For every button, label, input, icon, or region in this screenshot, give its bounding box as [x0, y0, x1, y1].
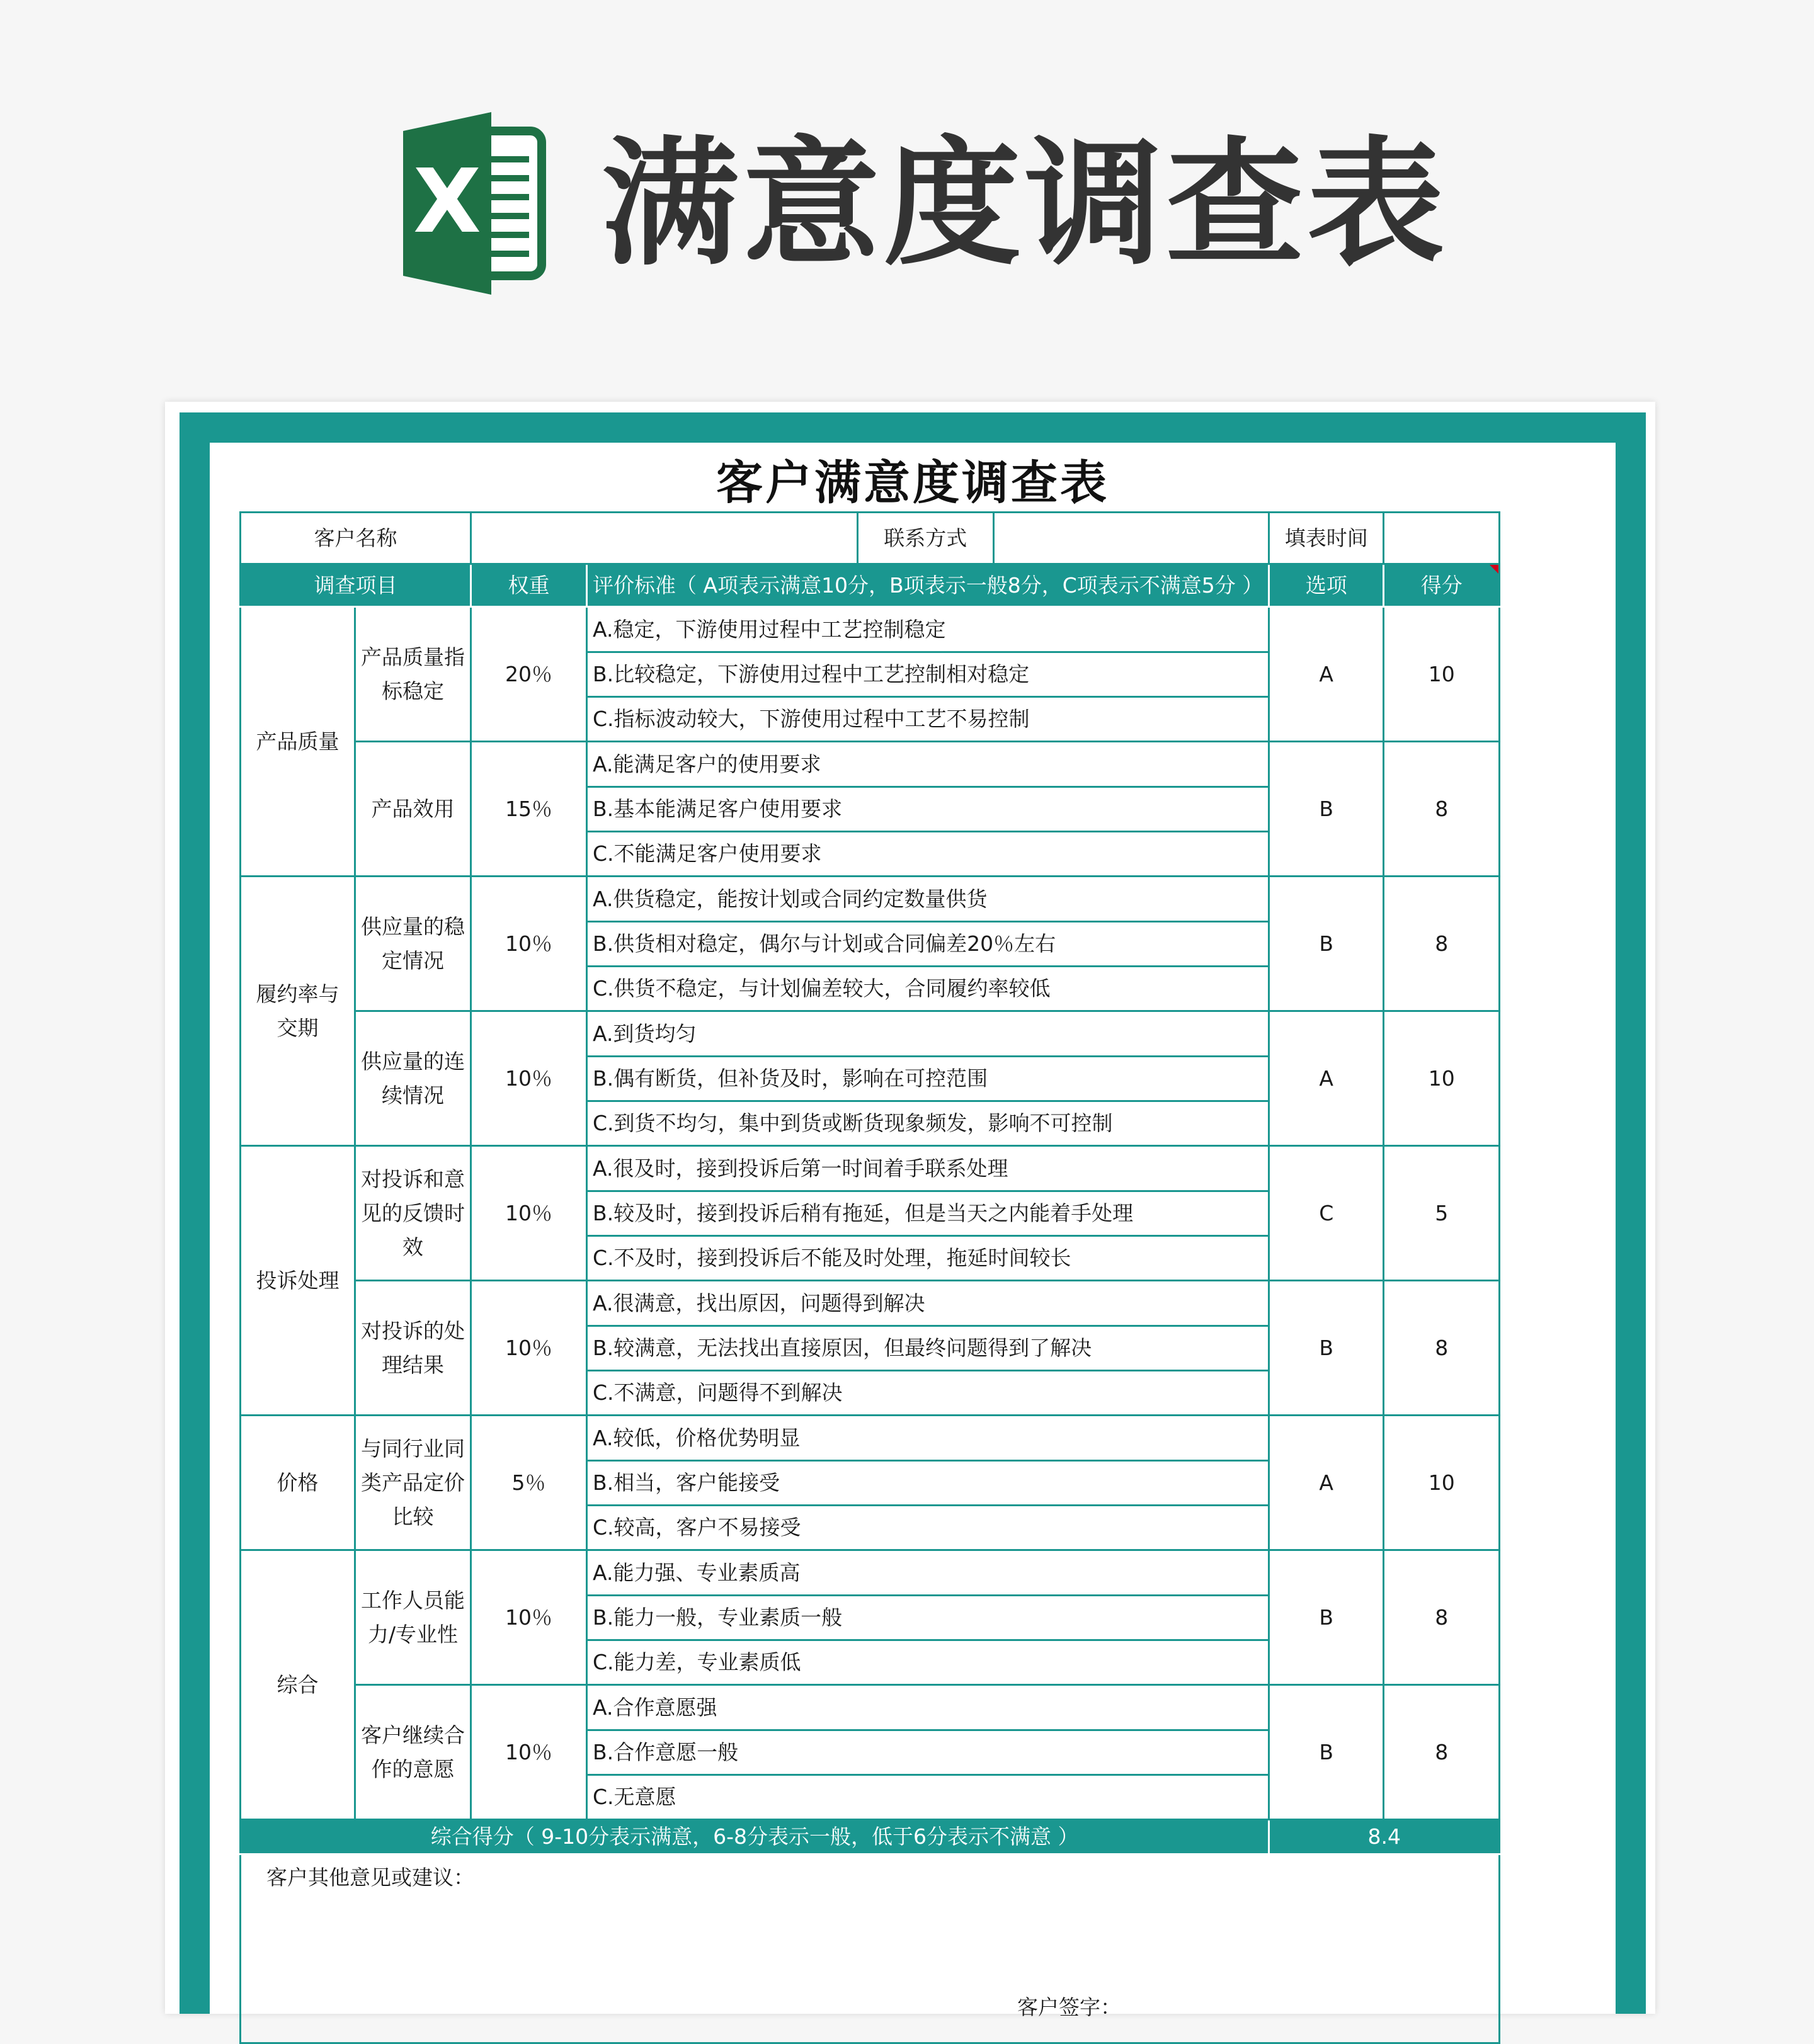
criteria-b: B.能力一般，专业素质一般: [587, 1596, 1269, 1640]
weight-cell: 10％: [471, 1281, 587, 1416]
score-cell: 8: [1384, 742, 1500, 877]
table-row: [241, 742, 1500, 787]
header-score: [1384, 564, 1500, 607]
sub-item-cell: 客户继续合作的意愿: [355, 1685, 471, 1820]
comments-label: 客户其他意见或建议：: [266, 1865, 474, 1890]
table-row: [241, 1011, 1500, 1057]
weight-cell: 10％: [471, 877, 587, 1011]
customer-name-field[interactable]: [471, 513, 858, 564]
customer-name-label: 客户名称: [241, 513, 471, 564]
score-cell: 5: [1384, 1146, 1500, 1281]
sub-item-cell: 产品效用: [355, 742, 471, 877]
score-cell: 8: [1384, 1685, 1500, 1820]
column-header-row: [241, 564, 1500, 607]
category-cell: 投诉处理: [241, 1146, 355, 1416]
weight-cell: 5％: [471, 1416, 587, 1550]
criteria-c: C.供货不稳定，与计划偏差较大，合同履约率较低: [587, 967, 1269, 1011]
criteria-b: B.较满意，无法找出直接原因，但最终问题得到了解决: [587, 1326, 1269, 1371]
fill-date-field[interactable]: [1384, 513, 1500, 564]
table-row: [241, 1281, 1500, 1326]
fill-date-label: 填表时间: [1269, 513, 1384, 564]
sub-item-cell: 与同行业同类产品定价比较: [355, 1416, 471, 1550]
option-cell[interactable]: A: [1269, 1011, 1384, 1146]
option-cell[interactable]: B: [1269, 1685, 1384, 1820]
table-row: [241, 607, 1500, 652]
header-item: 调查项目: [241, 564, 471, 607]
table-row: [241, 1685, 1500, 1730]
criteria-c: C.到货不均匀，集中到货或断货现象频发，影响不可控制: [587, 1101, 1269, 1146]
criteria-a: A.很及时，接到投诉后第一时间着手联系处理: [587, 1146, 1269, 1191]
criteria-b: B.偶有断货，但补货及时，影响在可控范围: [587, 1057, 1269, 1101]
criteria-a: A.稳定，下游使用过程中工艺控制稳定: [587, 607, 1269, 652]
criteria-c: C.较高，客户不易接受: [587, 1506, 1269, 1550]
score-cell: 8: [1384, 877, 1500, 1011]
option-cell[interactable]: B: [1269, 1281, 1384, 1416]
comment-marker-icon: [1488, 564, 1500, 576]
criteria-b: B.供货相对稳定，偶尔与计划或合同偏差20％左右: [587, 922, 1269, 967]
contact-label: 联系方式: [857, 513, 993, 564]
weight-cell: 10％: [471, 1550, 587, 1685]
category-cell: 综合: [241, 1550, 355, 1820]
option-cell[interactable]: C: [1269, 1146, 1384, 1281]
criteria-c: C.无意愿: [587, 1775, 1269, 1820]
criteria-a: A.较低，价格优势明显: [587, 1416, 1269, 1461]
comments-field[interactable]: [241, 1854, 1500, 2043]
score-cell: 10: [1384, 607, 1500, 742]
header-criteria: 评价标准（ A项表示满意10分，B项表示一般8分，C项表示不满意5分 ）: [587, 564, 1269, 607]
info-row: [241, 513, 1500, 564]
criteria-b: B.合作意愿一般: [587, 1730, 1269, 1775]
table-row: [241, 1416, 1500, 1461]
criteria-c: C.不及时，接到投诉后不能及时处理，拖延时间较长: [587, 1236, 1269, 1281]
score-cell: 10: [1384, 1011, 1500, 1146]
score-cell: 8: [1384, 1550, 1500, 1685]
summary-label: 综合得分（ 9-10分表示满意，6-8分表示一般，低于6分表示不满意 ）: [241, 1820, 1269, 1854]
signature-label: 客户签字：: [1017, 1995, 1121, 2019]
criteria-a: A.能满足客户的使用要求: [587, 742, 1269, 787]
weight-cell: 10％: [471, 1685, 587, 1820]
header-option: 选项: [1269, 564, 1384, 607]
criteria-b: B.较及时，接到投诉后稍有拖延，但是当天之内能着手处理: [587, 1191, 1269, 1236]
excel-icon: [403, 112, 548, 295]
table-row: [241, 877, 1500, 922]
score-cell: 8: [1384, 1281, 1500, 1416]
summary-row: [241, 1820, 1500, 1854]
criteria-a: A.合作意愿强: [587, 1685, 1269, 1730]
criteria-c: C.不满意，问题得不到解决: [587, 1371, 1269, 1416]
criteria-b: B.基本能满足客户使用要求: [587, 787, 1269, 832]
sub-item-cell: 工作人员能力/专业性: [355, 1550, 471, 1685]
criteria-c: C.能力差，专业素质低: [587, 1640, 1269, 1685]
criteria-a: A.能力强、专业素质高: [587, 1550, 1269, 1596]
weight-cell: 10％: [471, 1146, 587, 1281]
summary-value: 8.4: [1269, 1820, 1500, 1854]
header-weight: 权重: [471, 564, 587, 607]
option-cell[interactable]: A: [1269, 1416, 1384, 1550]
sub-item-cell: 供应量的稳定情况: [355, 877, 471, 1011]
criteria-a: A.供货稳定，能按计划或合同约定数量供货: [587, 877, 1269, 922]
option-cell[interactable]: A: [1269, 607, 1384, 742]
svg-text:X: X: [413, 150, 481, 253]
page-title: 满意度调查表: [602, 125, 1448, 284]
sub-item-cell: 产品质量指标稳定: [355, 607, 471, 742]
contact-field[interactable]: [994, 513, 1269, 564]
weight-cell: 20％: [471, 607, 587, 742]
sub-item-cell: 对投诉的处理结果: [355, 1281, 471, 1416]
hero-header: [0, 0, 1814, 378]
table-row: [241, 1550, 1500, 1596]
header-score-label: 得分: [1420, 572, 1463, 598]
table-row: [241, 1146, 1500, 1191]
category-cell: 履约率与交期: [241, 877, 355, 1146]
option-cell[interactable]: B: [1269, 742, 1384, 877]
criteria-b: B.相当，客户能接受: [587, 1461, 1269, 1506]
option-cell[interactable]: B: [1269, 1550, 1384, 1685]
comments-row: [241, 1854, 1500, 2043]
criteria-a: A.很满意，找出原因，问题得到解决: [587, 1281, 1269, 1326]
criteria-c: C.不能满足客户使用要求: [587, 832, 1269, 877]
weight-cell: 10％: [471, 1011, 587, 1146]
criteria-a: A.到货均匀: [587, 1011, 1269, 1057]
option-cell[interactable]: B: [1269, 877, 1384, 1011]
category-cell: 价格: [241, 1416, 355, 1550]
form-title: 客户满意度调查表: [716, 456, 1109, 510]
survey-table: [239, 511, 1500, 2044]
score-cell: 10: [1384, 1416, 1500, 1550]
criteria-b: B.比较稳定，下游使用过程中工艺控制相对稳定: [587, 652, 1269, 697]
sub-item-cell: 对投诉和意见的反馈时效: [355, 1146, 471, 1281]
criteria-c: C.指标波动较大，下游使用过程中工艺不易控制: [587, 697, 1269, 742]
sub-item-cell: 供应量的连续情况: [355, 1011, 471, 1146]
weight-cell: 15％: [471, 742, 587, 877]
category-cell: 产品质量: [241, 607, 355, 877]
